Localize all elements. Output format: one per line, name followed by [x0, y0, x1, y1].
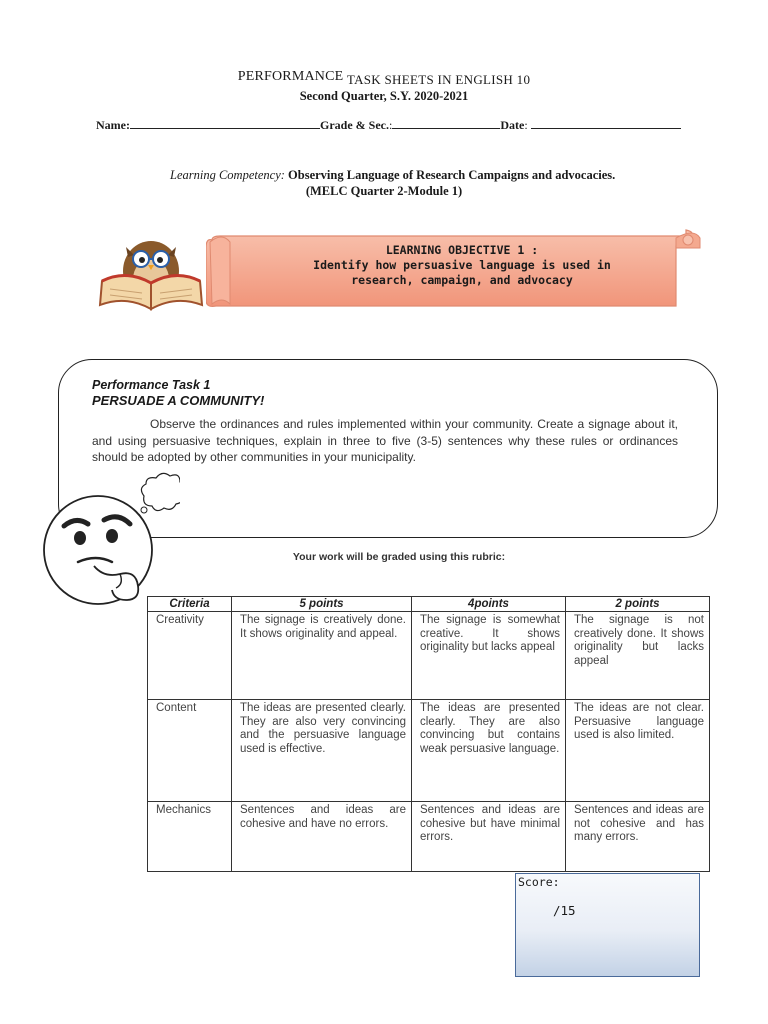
sheet-subtitle: Second Quarter, S.Y. 2020-2021	[299, 89, 469, 103]
rubric-header-row	[148, 597, 710, 612]
objective-text	[262, 243, 662, 288]
name-label: Name:	[96, 118, 130, 132]
rubric-cell: The signage is creatively done. It shows originality and appeal.	[232, 612, 412, 700]
reading-owl-icon	[96, 229, 206, 311]
rubric-cell: The ideas are presented clearly. They are also very convincing and the persuasive language used is effective.	[232, 700, 412, 802]
header-criteria: Criteria	[148, 597, 232, 612]
task-title: Performance Task 1	[92, 378, 211, 392]
table-row	[148, 700, 710, 802]
competency-label: Learning Competency	[170, 168, 281, 182]
task-subtitle: PERSUADE A COMMUNITY!	[92, 393, 265, 408]
rubric-cell: Sentences and ideas are not cohesive and has many errors.	[566, 802, 710, 872]
rubric-table	[147, 596, 710, 872]
table-row	[148, 612, 710, 700]
thinking-face-icon	[40, 466, 180, 608]
rubric-cell: The signage is somewhat creative. It shows originality but lacks appeal	[412, 612, 566, 700]
learning-competency	[170, 168, 615, 183]
header-4-points: 4points	[412, 597, 566, 612]
task-instructions: Observe the ordinances and rules implemented within your community. Create a signage about it, and using persuasive techniques, explain in three to five (3-5) sentences why these rules or ordinances should be adopted by other communities in your municipality.	[92, 417, 678, 464]
title-part-1: PERFORMANCE	[237, 69, 344, 84]
date-colon: :	[524, 118, 528, 132]
grade-blank[interactable]	[392, 117, 500, 129]
rubric-cell: Sentences and ideas are cohesive and have no errors.	[232, 802, 412, 872]
objective-heading: LEARNING OBJECTIVE 1 :	[385, 243, 539, 257]
date-blank[interactable]	[531, 117, 681, 129]
rubric-note: Your work will be graded using this rubric:	[292, 551, 506, 563]
melc-reference: (MELC Quarter 2-Module 1)	[305, 184, 463, 198]
objective-line-3: research, campaign, and advocacy	[351, 273, 573, 287]
sheet-title	[0, 68, 768, 85]
objective-line-2: Identify how persuasive language is used in	[313, 258, 611, 272]
rubric-cell: The signage is not creatively done. It shows originality but lacks appeal	[566, 612, 710, 700]
table-row	[148, 802, 710, 872]
header-5-points: 5 points	[232, 597, 412, 612]
rubric-cell: The ideas are not clear. Persuasive language used is also limited.	[566, 700, 710, 802]
name-blank[interactable]	[130, 117, 320, 129]
rubric-cell: The ideas are presented clearly. They are also convincing but contains weak persuasive language.	[412, 700, 566, 802]
rubric-cell: Sentences and ideas are cohesive but have minimal errors.	[412, 802, 566, 872]
title-part-2: TASK SHEETS IN ENGLISH 10	[346, 72, 531, 87]
grade-label: Grade & Sec.	[319, 118, 389, 132]
student-info-line	[96, 117, 681, 133]
criteria-cell: Creativity	[148, 612, 232, 700]
criteria-cell: Mechanics	[148, 802, 232, 872]
score-label: Score:	[518, 875, 560, 889]
criteria-cell: Content	[148, 700, 232, 802]
grade-colon: :	[388, 118, 393, 132]
score-value: /15	[553, 903, 576, 918]
header-2-points: 2 points	[566, 597, 710, 612]
date-label: Date	[500, 118, 525, 132]
competency-colon: :	[280, 168, 285, 182]
competency-text: Observing Language of Research Campaigns and advocacies.	[284, 168, 616, 182]
